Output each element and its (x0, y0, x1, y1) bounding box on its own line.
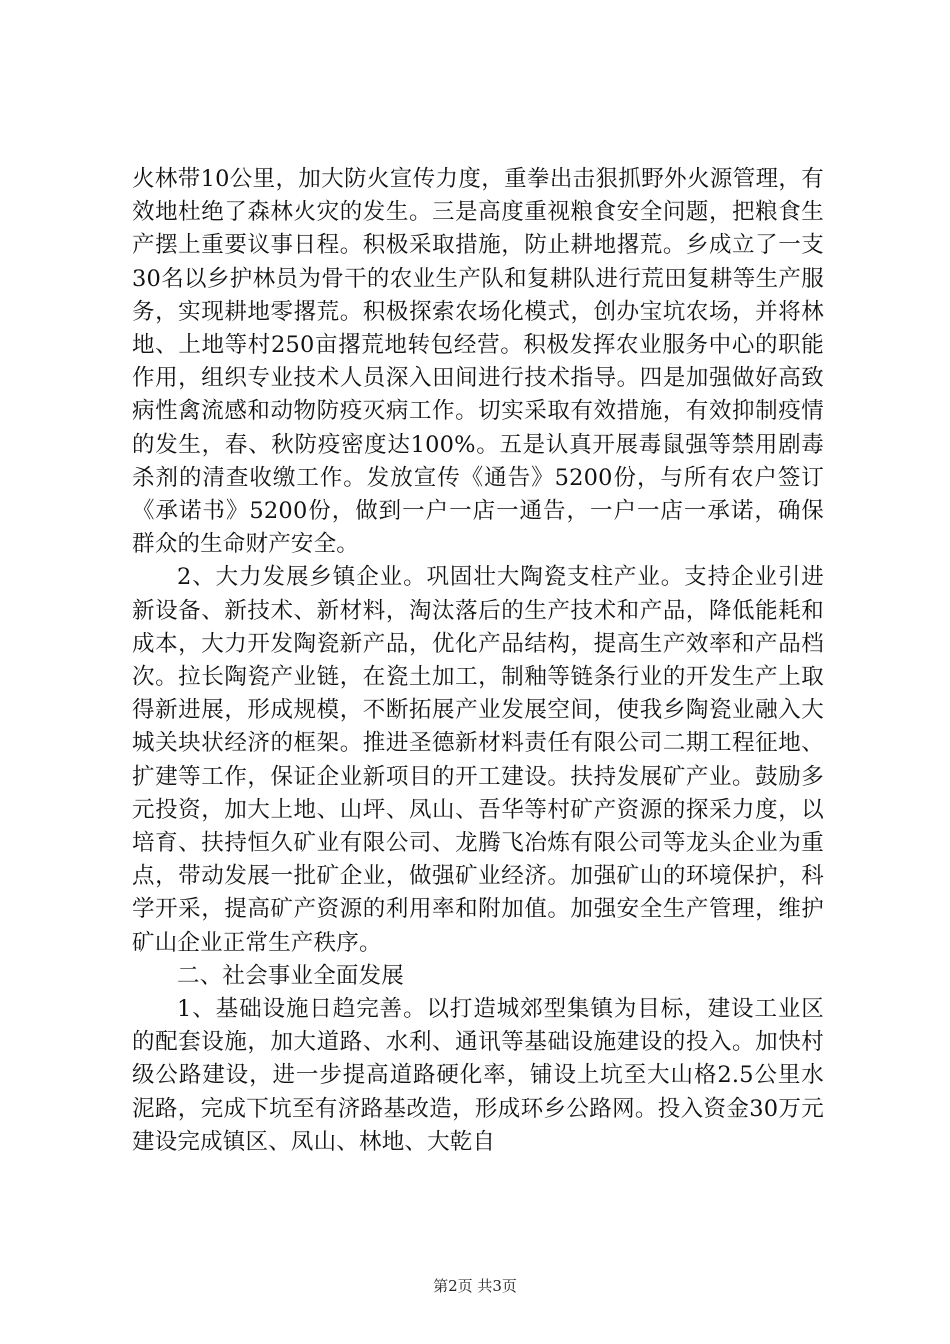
paragraph-1: 火林带10公里，加大防火宣传力度，重拳出击狠抓野外火源管理，有效地杜绝了森林火灾的发生。三是高度重视粮食安全问题，把粮食生产摆上重要议事日程。积极采取措施，防止耕地撂荒。乡成立了一支30名以乡护林员为骨干的农业生产队和复耕队进行荒田复耕等生产服务，实现耕地零撂荒。积极探索农场化模式，创办宝坑农场，并将林地、上地等村250亩撂荒地转包经营。积极发挥农业服务中心的职能作用，组织专业技术人员深入田间进行技术指导。四是加强做好高致病性禽流感和动物防疫灭病工作。切实采取有效措施，有效抑制疫情的发生，春、秋防疫密度达100%。五是认真开展毒鼠强等禁用剧毒杀剂的清查收缴工作。发放宣传《通告》5200份，与所有农户签订《承诺书》5200份，做到一户一店一通告，一户一店一承诺，确保群众的生命财产安全。 (132, 166, 824, 558)
page-footer: 第2页 共3页 (433, 1277, 517, 1295)
paragraph-2: 2、大力发展乡镇企业。巩固壮大陶瓷支柱产业。支持企业引进新设备、新技术、新材料，淘汰落后的生产技术和产品，降低能耗和成本，大力开发陶瓷新产品，优化产品结构，提高生产效率和产品档次。拉长陶瓷产业链，在瓷土加工，制釉等链条行业的开发生产上取得新进展，形成规模，不断拓展产业发展空间，使我乡陶瓷业融入大城关块状经济的框架。推进圣德新材料责任有限公司二期工程征地、扩建等工作，保证企业新项目的开工建设。扶持发展矿产业。鼓励多元投资，加大上地、山坪、凤山、吾华等村矿产资源的探采力度，以培育、扶持恒久矿业有限公司、龙腾飞冶炼有限公司等龙头企业为重点，带动发展一批矿企业，做强矿业经济。加强矿山的环境保护，科学开采，提高矿产资源的利用率和附加值。加强安全生产管理，维护矿山企业正常生产秩序。 (132, 564, 824, 956)
paragraph-3: 1、基础设施日趋完善。以打造城郊型集镇为目标，建设工业区的配套设施，加大道路、水利、通讯等基础设施建设的投入。加快村级公路建设，进一步提高道路硬化率，铺设上坑至大山格2.5公里水泥路，完成下坑至有济路基改造，形成环乡公路网。投入资金30万元建设完成镇区、凤山、林地、大乾自 (132, 996, 824, 1155)
document-body (132, 163, 824, 1159)
section-heading: 二、社会事业全面发展 (177, 962, 405, 989)
